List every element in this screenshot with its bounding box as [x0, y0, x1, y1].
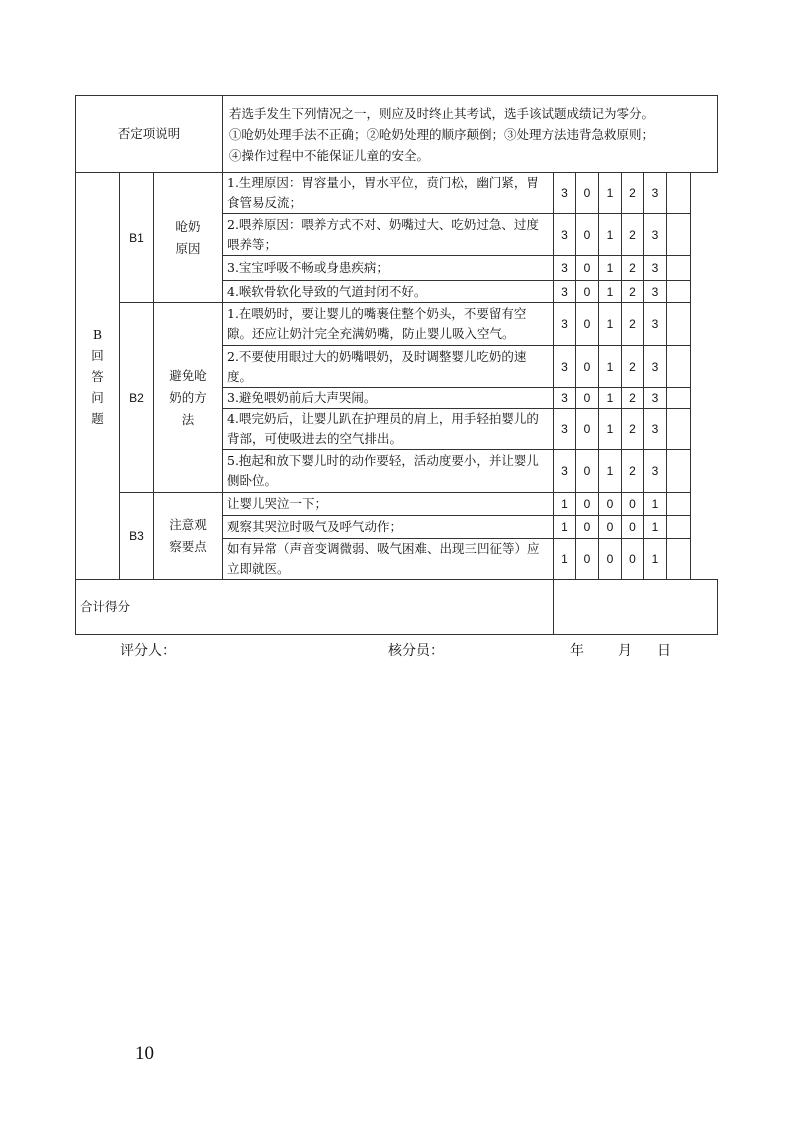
- group-title-line: 避免呛: [169, 367, 207, 383]
- score-cell: 3: [554, 256, 576, 281]
- negation-row: [76, 96, 718, 173]
- score-cell: 3: [644, 388, 667, 409]
- score-cell: 3: [554, 346, 576, 388]
- score-cell: 2: [622, 214, 644, 256]
- item-text: 5.抱起和放下婴儿时的动作要轻，活动度要小，并让婴儿侧卧位。: [223, 450, 554, 493]
- score-cell: 1: [599, 409, 622, 450]
- group-title: [154, 493, 223, 580]
- item-text: 让婴儿哭泣一下；: [223, 493, 554, 516]
- score-cell: 2: [622, 281, 644, 303]
- score-cell: 1: [554, 539, 576, 580]
- score-cell: 3: [644, 303, 667, 346]
- section-label-char: 回: [91, 347, 104, 363]
- section-label-char: 答: [91, 368, 104, 384]
- scoring-table: [75, 95, 718, 635]
- score-cell: 1: [599, 346, 622, 388]
- actual-score-cell[interactable]: [667, 409, 691, 450]
- actual-score-cell[interactable]: [667, 256, 691, 281]
- group-title-line: 察要点: [169, 539, 207, 554]
- item-text: 3.避免喂奶前后大声哭闹。: [223, 388, 554, 409]
- score-cell: 0: [576, 214, 599, 256]
- actual-score-cell[interactable]: [667, 173, 691, 214]
- score-cell: 0: [622, 539, 644, 580]
- item-row: [76, 493, 718, 516]
- score-cell: 3: [644, 409, 667, 450]
- score-cell: 3: [554, 303, 576, 346]
- month-label: 月: [618, 643, 632, 659]
- item-text: 4.喉软骨软化导致的气道封闭不好。: [223, 281, 554, 303]
- item-text: 2.喂养原因：喂养方式不对、奶嘴过大、吃奶过急、过度喂养等；: [223, 214, 554, 256]
- group-title: [154, 303, 223, 493]
- group-title-line: 呛奶: [175, 218, 201, 234]
- score-cell: 3: [644, 173, 667, 214]
- group-title-line: 法: [181, 411, 195, 427]
- page-number: 10: [135, 1043, 154, 1064]
- actual-score-cell[interactable]: [667, 346, 691, 388]
- score-cell: 1: [599, 388, 622, 409]
- score-cell: 3: [644, 346, 667, 388]
- total-row: [76, 580, 718, 635]
- score-cell: 1: [644, 516, 667, 539]
- actual-score-cell[interactable]: [667, 493, 691, 516]
- score-cell: 0: [599, 516, 622, 539]
- negation-line: ①呛奶处理手法不正确；②呛奶处理的顺序颠倒；③处理方法违背急救原则；: [229, 126, 655, 142]
- score-cell: 3: [644, 281, 667, 303]
- score-cell: 3: [554, 388, 576, 409]
- score-cell: 1: [599, 303, 622, 346]
- score-cell: 2: [622, 450, 644, 493]
- score-cell: 3: [554, 214, 576, 256]
- group-title-line: 奶的方: [169, 389, 207, 405]
- score-cell: 1: [599, 173, 622, 214]
- score-cell: 3: [644, 214, 667, 256]
- score-cell: 1: [554, 516, 576, 539]
- score-cell: 0: [576, 409, 599, 450]
- score-cell: 0: [576, 173, 599, 214]
- score-cell: 1: [599, 256, 622, 281]
- score-cell: 2: [622, 388, 644, 409]
- score-cell: 0: [599, 493, 622, 516]
- score-cell: 0: [576, 256, 599, 281]
- score-cell: 1: [644, 493, 667, 516]
- negation-text: [223, 96, 718, 173]
- score-cell: 2: [622, 409, 644, 450]
- item-text: 4.喂完奶后，让婴儿趴在护理员的肩上，用手轻拍婴儿的背部，可使吸进去的空气排出。: [223, 409, 554, 450]
- total-score-cell[interactable]: [554, 580, 718, 635]
- section-label-char: B: [92, 326, 103, 342]
- score-cell: 0: [576, 303, 599, 346]
- group-title: [154, 173, 223, 303]
- score-cell: 2: [622, 303, 644, 346]
- score-cell: 2: [622, 256, 644, 281]
- score-cell: 3: [554, 409, 576, 450]
- group-code: B3: [120, 493, 154, 580]
- item-text: 如有异常（声音变调微弱、吸气困难、出现三凹征等）应立即就医。: [223, 539, 554, 580]
- section-label-char: 问: [91, 389, 104, 405]
- score-cell: 2: [622, 173, 644, 214]
- score-cell: 3: [554, 281, 576, 303]
- year-label: 年: [570, 643, 584, 659]
- actual-score-cell[interactable]: [667, 539, 691, 580]
- score-cell: 2: [622, 346, 644, 388]
- item-row: [76, 173, 718, 214]
- item-text: 1.生理原因：胃容量小，胃水平位，贲门松，幽门紧，胃食管易反流；: [223, 173, 554, 214]
- score-cell: 0: [599, 539, 622, 580]
- score-cell: 1: [599, 450, 622, 493]
- group-title-line: 原因: [175, 240, 201, 256]
- actual-score-cell[interactable]: [667, 214, 691, 256]
- score-cell: 0: [576, 450, 599, 493]
- score-cell: 3: [554, 450, 576, 493]
- score-cell: 1: [644, 539, 667, 580]
- score-cell: 0: [622, 493, 644, 516]
- day-label: 日: [657, 643, 671, 659]
- score-cell: 0: [622, 516, 644, 539]
- item-row: [76, 303, 718, 346]
- item-text: 3.宝宝呼吸不畅或身患疾病；: [223, 256, 554, 281]
- item-text: 1.在喂奶时，要让婴儿的嘴裹住整个奶头，不要留有空隙。还应让奶汁完全充满奶嘴，防止婴儿吸入空气。: [223, 303, 554, 346]
- score-cell: 0: [576, 493, 599, 516]
- negation-line: ④操作过程中不能保证儿童的安全。: [229, 147, 430, 163]
- item-text: 2.不要使用眼过大的奶嘴喂奶，及时调整婴儿吃奶的速度。: [223, 346, 554, 388]
- negation-label: 否定项说明: [76, 96, 223, 173]
- group-title-line: 注意观: [169, 517, 207, 532]
- score-cell: 0: [576, 539, 599, 580]
- score-cell: 1: [554, 493, 576, 516]
- score-cell: 0: [576, 346, 599, 388]
- score-cell: 3: [644, 256, 667, 281]
- actual-score-cell[interactable]: [667, 281, 691, 303]
- total-label: 合计得分: [76, 580, 554, 635]
- score-cell: 3: [554, 173, 576, 214]
- checker-label: 核分员：: [388, 643, 444, 659]
- scorer-label: 评分人：: [120, 643, 176, 659]
- group-code: B1: [120, 173, 154, 303]
- score-cell: 3: [644, 450, 667, 493]
- section-label-char: 题: [91, 410, 104, 426]
- actual-score-cell[interactable]: [667, 516, 691, 539]
- item-text: 观察其哭泣时吸气及呼气动作；: [223, 516, 554, 539]
- actual-score-cell[interactable]: [667, 303, 691, 346]
- group-code: B2: [120, 303, 154, 493]
- score-cell: 1: [599, 214, 622, 256]
- score-cell: 0: [576, 281, 599, 303]
- actual-score-cell[interactable]: [667, 388, 691, 409]
- actual-score-cell[interactable]: [667, 450, 691, 493]
- section-label: [76, 173, 120, 580]
- negation-line: 若选手发生下列情况之一，则应及时终止其考试，选手该试题成绩记为零分。: [229, 105, 655, 121]
- score-cell: 1: [599, 281, 622, 303]
- score-cell: 0: [576, 388, 599, 409]
- score-cell: 0: [576, 516, 599, 539]
